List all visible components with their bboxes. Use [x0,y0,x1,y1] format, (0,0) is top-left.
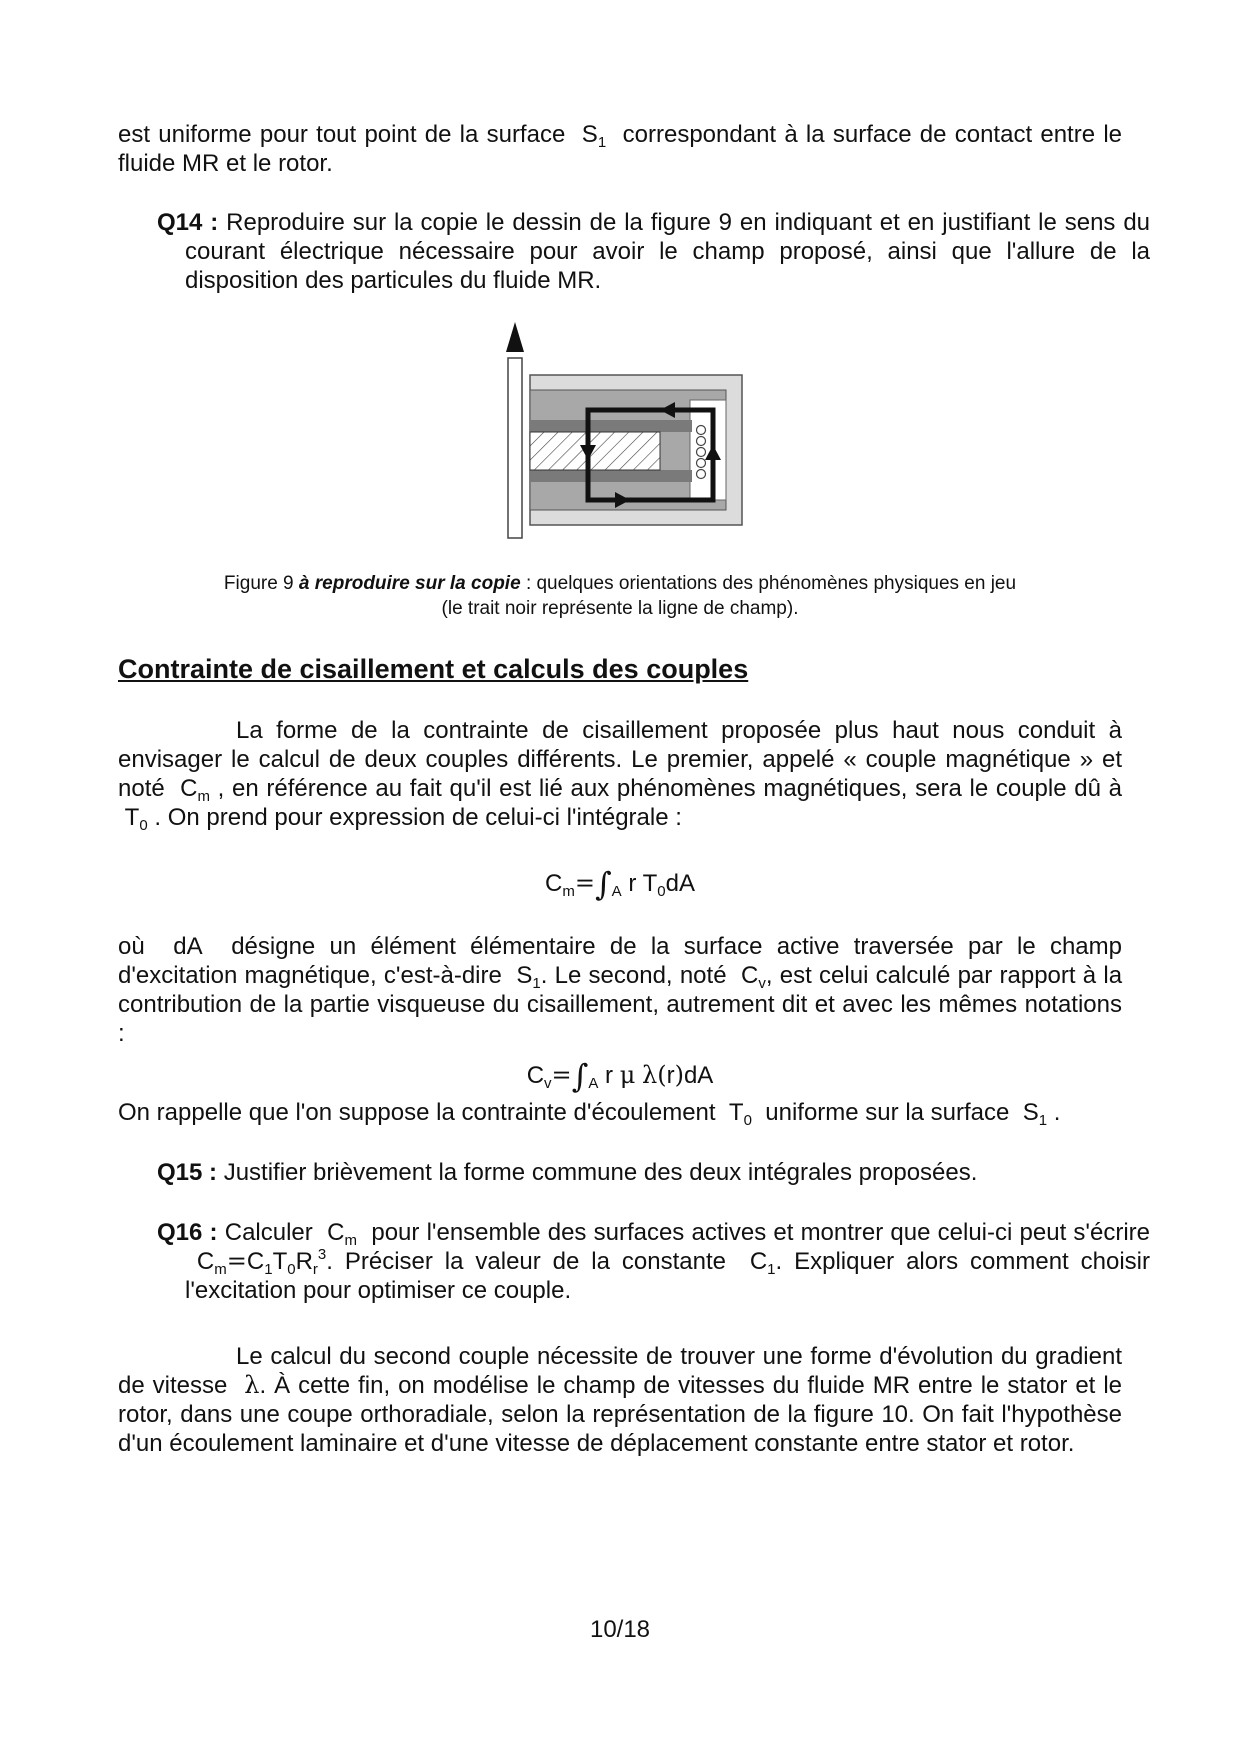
figure-9-caption: Figure 9 à reproduire sur la copie : quelques orientations des phénomènes physiques en jeu [223,573,1017,594]
paragraph-2: où dA désigne un élément élémentaire de la surface active traversée par le champ d'excitation magnétique, c'est-à-dire $S_1$. Le second, noté $C_v$, est celui calculé par rapport à la contribution de la partie visqueuse du cisaillement, autrement dit et avec les mêmes notations : [118,933,1123,1047]
question-q16: Q16 : Calculer $C_m$ pour l'ensemble des surfaces actives et montrer que celui-ci peut s'écrire $C_m=C_1T_0R_r^3$. Préciser la valeur de la constante $C_1$. Expliquer alors comment choisir l'excitation pour optimiser ce couple. [157,1219,1151,1304]
caption-emphasis: à reproduire sur la copie [298,573,521,594]
rotor-hatched [530,432,660,470]
question-q14 [157,208,1150,295]
q15-label: Q15 : [157,1159,218,1186]
shaft-arrow-icon [506,322,524,352]
paragraph-1: La forme de la contrainte de cisaillement proposée plus haut nous conduit à envisager le calcul de deux couples différents. Le premier, appelé « couple magnétique » et noté $C_m$ , en référence au fait qu'il est lié aux phénomènes magnétiques, sera le couple dû à $T_0$ . On prend pour expression de celui-ci l'intégrale : [118,717,1122,834]
intro-paragraph [118,120,1122,178]
paragraph-3: On rappelle que l'on suppose la contrainte d'écoulement $T_0$ uniforme sur la surface $S_1$ . [118,1099,1061,1129]
q15-text: Justifier brièvement la forme commune des deux intégrales proposées. [223,1159,978,1186]
intro-text-a: est uniforme pour tout point de la surface [118,121,566,148]
q16-label: Q16 : [157,1219,218,1246]
q14-text: Reproduire sur la copie le dessin de la figure 9 en indiquant et en justifiant le sens du courant électrique nécessaire pour avoir le champ proposé, ainsi que l'allure de la disposition des particules du fluide MR. [185,209,1151,294]
formula-cm: $C_m=\int_A$ r $T_0dA$ [545,865,695,903]
rotor-shaft [508,358,522,538]
paragraph-4: Le calcul du second couple nécessite de trouver une forme d'évolution du gradient de vitesse λ. À cette fin, on modélise le champ de vitesses du fluide MR entre le stator et le rotor, dans une coupe orthoradiale, selon la représentation de la figure 10. On fait l'hypothèse d'un écoulement laminaire et d'une vitesse de déplacement constante entre stator et rotor. [118,1343,1122,1457]
intro-text-b: correspondant à la surface de contact entre le fluide MR et le rotor. [118,121,1122,177]
coil-zone [690,400,726,500]
page-number: 10/18 [589,1616,651,1643]
rotor-band-top [530,420,692,432]
rotor-band-bottom [530,470,692,482]
formula-cv: $C_v=\int_A$ r μ λ(r)dA [526,1057,714,1095]
question-q15 [157,1158,1150,1187]
mr-particles [697,426,706,479]
figure-9-diagram [500,320,750,550]
symbol-s1: $S_1$ [581,121,607,151]
figure-9-caption-line2: (le trait noir représente la ligne de champ). [441,598,799,619]
q14-label: Q14 : [157,209,219,236]
section-heading: Contrainte de cisaillement et calculs des couples [118,654,749,684]
